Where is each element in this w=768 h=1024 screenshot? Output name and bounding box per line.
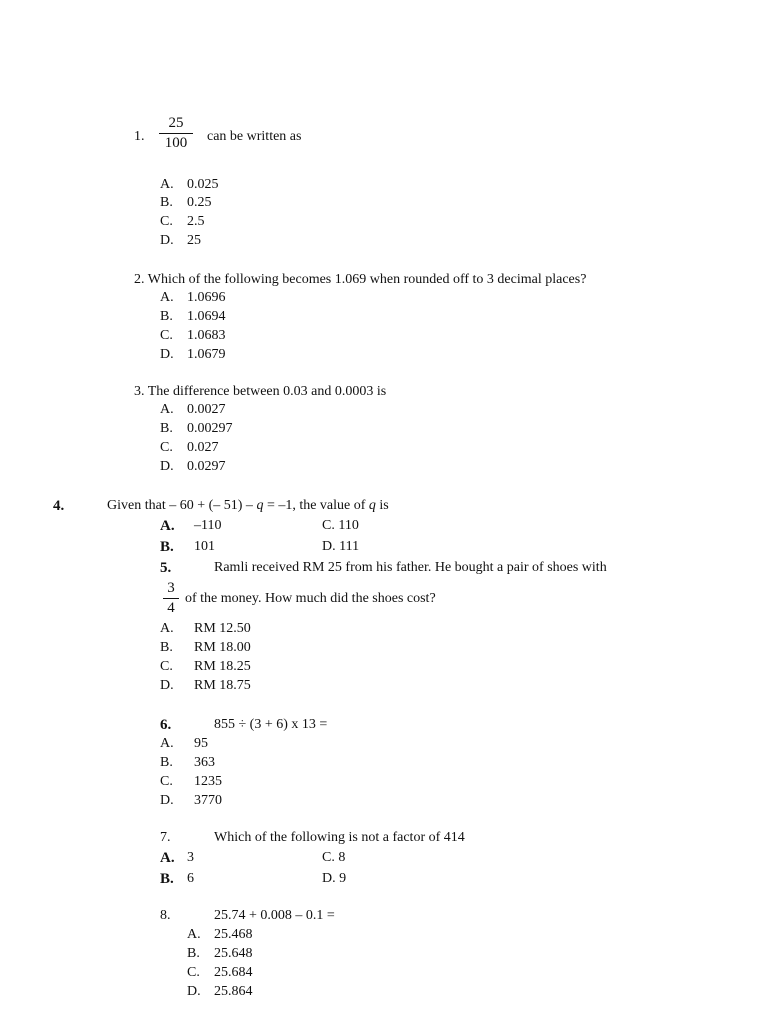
q1-option-a-text: 0.025 [187,177,219,192]
q7-number: 7. [160,830,171,845]
q4-option-d: D. 111 [322,539,360,554]
q2-option-a-letter: A. [160,290,174,305]
q7-text: Which of the following is not a factor of 414 [214,830,465,845]
q1-option-a-letter: A. [160,177,174,192]
q4-variable-q: q [256,498,264,513]
q6-option-c-text: 1235 [194,774,222,789]
q7-option-a-text: 3 [187,850,194,865]
q1-fraction-denominator: 100 [164,135,188,151]
q1-fraction-bar [159,133,193,134]
q1-option-c-text: 2.5 [187,214,205,229]
q3-option-a-letter: A. [160,402,174,417]
q4-text-mid: = –1, the value of [263,498,369,513]
q8-option-b-text: 25.648 [214,946,253,961]
q2-option-d-text: 1.0679 [187,347,226,362]
q8-option-b-letter: B. [187,946,200,961]
q7-option-b-text: 6 [187,871,194,886]
q7-option-a-letter: A. [160,850,175,866]
q6-option-d-letter: D. [160,793,174,808]
q2-option-b-text: 1.0694 [187,309,226,324]
q1-option-b-letter: B. [160,195,173,210]
q3-option-c-text: 0.027 [187,440,219,455]
q1-number: 1. [134,129,145,144]
q6-option-a-letter: A. [160,736,174,751]
q2-option-b-letter: B. [160,309,173,324]
q6-option-a-text: 95 [194,736,208,751]
q2-text: 2. Which of the following becomes 1.069 when rounded off to 3 decimal places? [134,272,587,287]
q8-option-c-text: 25.684 [214,965,253,980]
q4-option-b-text: 101 [194,539,215,554]
q8-option-d-letter: D. [187,984,201,999]
q5-option-b-letter: B. [160,640,173,655]
q7-option-b-letter: B. [160,871,174,887]
q3-option-c-letter: C. [160,440,173,455]
q5-option-d-letter: D. [160,678,174,693]
q6-option-b-letter: B. [160,755,173,770]
q1-fraction-numerator: 25 [168,115,184,131]
q3-option-a-text: 0.0027 [187,402,226,417]
q4-option-a-letter: A. [160,518,175,534]
q1-option-c-letter: C. [160,214,173,229]
q3-option-d-letter: D. [160,459,174,474]
q6-option-c-letter: C. [160,774,173,789]
q3-text: 3. The difference between 0.03 and 0.0003 is [134,384,387,399]
q6-option-d-text: 3770 [194,793,222,808]
q1-option-d-letter: D. [160,233,174,248]
q2-option-c-text: 1.0683 [187,328,226,343]
q2-option-c-letter: C. [160,328,173,343]
q5-fraction [163,580,179,617]
q3-option-b-text: 0.00297 [187,421,233,436]
q6-option-b-text: 363 [194,755,215,770]
q7-option-d: D. 9 [322,871,347,886]
q1-fraction [159,115,193,152]
q5-option-c-letter: C. [160,659,173,674]
q3-option-d-text: 0.0297 [187,459,226,474]
q8-option-d-text: 25.864 [214,984,253,999]
q5-option-b-text: RM 18.00 [194,640,251,655]
q6-number: 6. [160,717,172,733]
q6-text: 855 ÷ (3 + 6) x 13 = [214,717,328,732]
q7-option-c: C. 8 [322,850,346,865]
q5-option-a-letter: A. [160,621,174,636]
q5-option-c-text: RM 18.25 [194,659,251,674]
q5-line2: of the money. How much did the shoes cost? [185,591,436,606]
q5-number: 5. [160,560,172,576]
q1-option-b-text: 0.25 [187,195,212,210]
q5-line1: Ramli received RM 25 from his father. He bought a pair of shoes with [214,560,607,575]
q5-fraction-bar [163,598,179,599]
q8-text: 25.74 + 0.008 – 0.1 = [214,908,335,923]
q4-variable-q-2: q [368,498,376,513]
q5-option-d-text: RM 18.75 [194,678,251,693]
q4-option-c: C. 110 [322,518,359,533]
q4-number: 4. [53,498,65,514]
q4-option-a-text: –110 [194,518,222,533]
q4-text-post: is [375,498,389,513]
q4-text-pre: Given that – 60 + (– 51) – [107,498,257,513]
q8-option-a-letter: A. [187,927,201,942]
q1-text: can be written as [207,129,302,144]
q5-fraction-denominator: 4 [167,600,175,616]
q3-option-b-letter: B. [160,421,173,436]
q8-option-a-text: 25.468 [214,927,253,942]
q8-option-c-letter: C. [187,965,200,980]
q2-option-d-letter: D. [160,347,174,362]
q5-fraction-numerator: 3 [167,580,175,596]
q4-option-b-letter: B. [160,539,174,555]
q5-option-a-text: RM 12.50 [194,621,251,636]
q2-option-a-text: 1.0696 [187,290,226,305]
q4-text [107,498,389,514]
q1-option-d-text: 25 [187,233,201,248]
q8-number: 8. [160,908,171,923]
